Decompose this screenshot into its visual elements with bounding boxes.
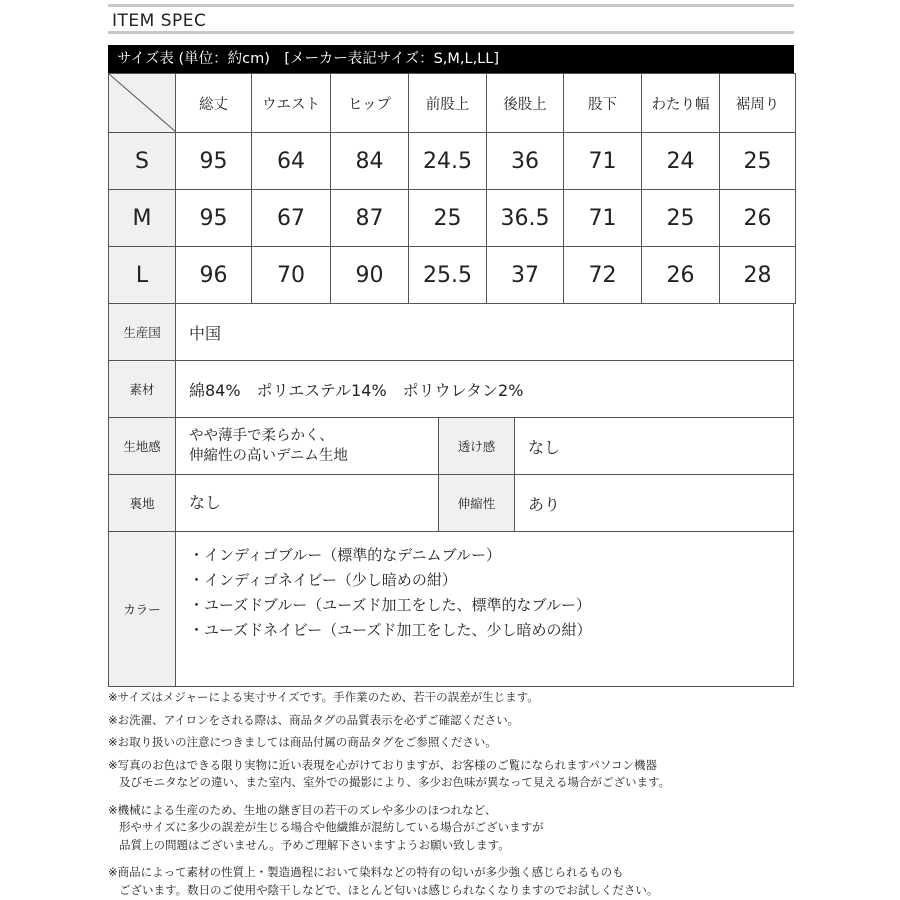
fabric-line-2: 伸縮性の高いデニム生地 bbox=[189, 448, 348, 464]
list-item: ・インディゴネイビー（少し暗めの紺） bbox=[189, 571, 457, 589]
lining-row bbox=[109, 475, 793, 532]
table-row bbox=[109, 133, 796, 190]
column-header: 後股上 bbox=[487, 74, 564, 133]
origin-value: 中国 bbox=[189, 323, 222, 343]
table-cell: 70 bbox=[252, 247, 331, 304]
table-cell: 25 bbox=[642, 190, 720, 247]
table-cell: 96 bbox=[176, 247, 252, 304]
table-cell: 90 bbox=[331, 247, 409, 304]
origin-row bbox=[109, 304, 793, 361]
lining-label: 裏地 bbox=[109, 475, 176, 531]
stretch-value: あり bbox=[528, 494, 561, 514]
column-header: ヒップ bbox=[331, 74, 409, 133]
note-photo-color-1: ※写真のお色はできる限り実物に近い表現を心がけておりますが、お客様のご覧になられますパソコン機器 bbox=[108, 757, 657, 772]
stretch-label: 伸縮性 bbox=[439, 475, 515, 531]
column-header: 前股上 bbox=[409, 74, 487, 133]
table-cell: 26 bbox=[642, 247, 720, 304]
table-cell: 87 bbox=[331, 190, 409, 247]
table-cell: 36.5 bbox=[487, 190, 564, 247]
note-washing: ※お洗濯、アイロンをされる際は、商品タグの品質表示を必ずご確認ください。 bbox=[108, 712, 520, 727]
size-table-header-row bbox=[109, 74, 796, 133]
note-size: ※サイズはメジャーによる実寸サイズです。手作業のため、若干の誤差が生じます。 bbox=[108, 690, 539, 704]
table-corner-cell bbox=[109, 74, 176, 133]
material-label: 素材 bbox=[109, 361, 176, 417]
fabric-row bbox=[109, 418, 793, 475]
note-odor-1: ※商品によって素材の性質上・製造過程において染料などの特有の匂いが多少強く感じられるものも bbox=[108, 865, 624, 879]
column-header: 裾周り bbox=[720, 74, 796, 133]
fabric-line-1: やや薄手で柔らかく、 bbox=[189, 428, 334, 444]
table-row bbox=[109, 190, 796, 247]
column-header: 股下 bbox=[564, 74, 642, 133]
table-cell: 71 bbox=[564, 133, 642, 190]
table-cell: 24 bbox=[642, 133, 720, 190]
section-title-bar bbox=[108, 4, 794, 34]
table-cell: 67 bbox=[252, 190, 331, 247]
table-cell: 95 bbox=[176, 190, 252, 247]
table-cell: 28 bbox=[720, 247, 796, 304]
sheer-label: 透け感 bbox=[439, 418, 515, 474]
note-machine-1: ※機械による生産のため、生地の継ぎ目の若干のズレや多少のほつれなど、 bbox=[108, 802, 497, 817]
column-header: ウエスト bbox=[252, 74, 331, 133]
material-row bbox=[109, 361, 793, 418]
color-label: カラー bbox=[109, 532, 176, 686]
size-table-caption: サイズ表 (単位：約cm) [メーカー表記サイズ：S,M,L,LL] bbox=[108, 45, 794, 73]
section-title: ITEM SPEC bbox=[112, 11, 207, 31]
table-cell: 25 bbox=[409, 190, 487, 247]
size-table bbox=[108, 73, 796, 304]
table-cell: 24.5 bbox=[409, 133, 487, 190]
table-cell: 64 bbox=[252, 133, 331, 190]
size-label: L bbox=[109, 247, 176, 304]
table-cell: 37 bbox=[487, 247, 564, 304]
size-label: M bbox=[109, 190, 176, 247]
table-cell: 26 bbox=[720, 190, 796, 247]
note-photo-color-2: 及びモニタなどの違い、また室内、室外での撮影により、多少お色味が異なって見える場合がございます。 bbox=[119, 775, 671, 789]
table-cell: 25 bbox=[720, 133, 796, 190]
table-row bbox=[109, 247, 796, 304]
diagonal-line-icon bbox=[109, 74, 176, 132]
note-machine-3: 品質上の問題はございません。予めご理解下さいますようお願い致します。 bbox=[119, 837, 510, 852]
note-handling: ※お取り扱いの注意につきましては商品付属の商品タグをご参照ください。 bbox=[108, 735, 497, 749]
column-header: 総丈 bbox=[176, 74, 252, 133]
color-row bbox=[109, 532, 793, 686]
fabric-label: 生地感 bbox=[109, 418, 176, 474]
material-value: 綿84% ポリエステル14% ポリウレタン2% bbox=[189, 380, 524, 400]
table-cell: 95 bbox=[176, 133, 252, 190]
origin-label: 生産国 bbox=[109, 304, 176, 360]
table-cell: 72 bbox=[564, 247, 642, 304]
table-cell: 84 bbox=[331, 133, 409, 190]
color-list bbox=[176, 532, 793, 686]
notes bbox=[108, 689, 808, 899]
note-machine-2: 形やサイズに多少の誤差が生じる場合や他繊維が混紡している場合がございますが bbox=[119, 820, 544, 834]
note-odor-2: ございます。数日のご使用や陰干しなどで、ほとんど匂いは感じられなくなりますのでお試しください。 bbox=[119, 882, 659, 897]
lining-value: なし bbox=[176, 475, 439, 531]
fabric-value bbox=[176, 418, 439, 474]
table-cell: 36 bbox=[487, 133, 564, 190]
item-info-table bbox=[108, 304, 794, 687]
size-label: S bbox=[109, 133, 176, 190]
sheer-value: なし bbox=[528, 437, 561, 457]
list-item: ・インディゴブルー（標準的なデニムブルー） bbox=[189, 546, 502, 564]
list-item: ・ユーズドネイビー（ユーズド加工をした、少し暗めの紺） bbox=[189, 621, 592, 639]
column-header: わたり幅 bbox=[642, 74, 720, 133]
table-cell: 71 bbox=[564, 190, 642, 247]
table-cell: 25.5 bbox=[409, 247, 487, 304]
list-item: ・ユーズドブルー（ユーズド加工をした、標準的なブルー） bbox=[189, 596, 591, 614]
